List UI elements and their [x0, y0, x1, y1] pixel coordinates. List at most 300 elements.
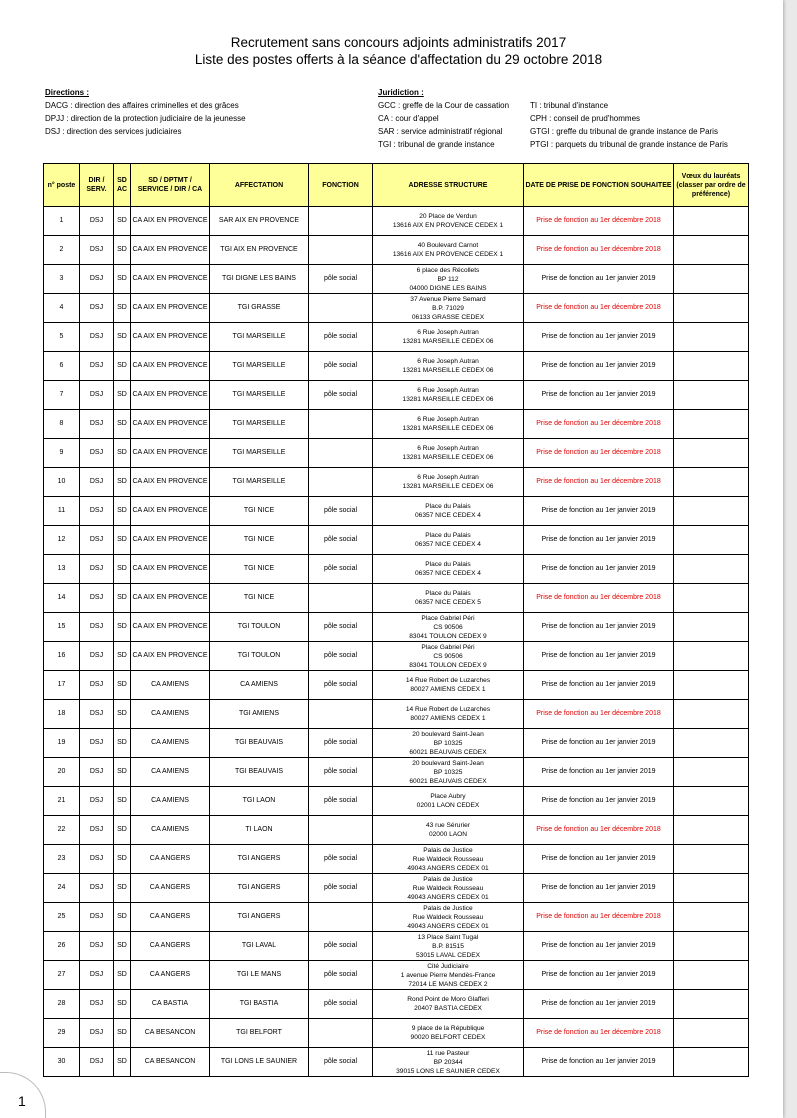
address-line: 49043 ANGERS CEDEX 01: [407, 893, 489, 901]
table-row: [44, 526, 749, 555]
cell-voeux: [674, 352, 749, 381]
header-voeux: Vœux du lauréats (classer par ordre de préférence): [674, 164, 749, 207]
cell-sd: SD: [114, 990, 131, 1019]
cell-dir: DSJ: [80, 439, 114, 468]
cell-date: Prise de fonction au 1er janvier 2019: [524, 671, 674, 700]
cell-voeux: [674, 729, 749, 758]
address-line: 60021 BEAUVAIS CEDEX: [409, 748, 487, 756]
cell-sd: SD: [114, 381, 131, 410]
address-line: 13281 MARSEILLE CEDEX 06: [402, 454, 494, 461]
directions-legend: [45, 86, 246, 138]
address-line: 6 Rue Joseph Autran: [417, 416, 479, 423]
table-row: [44, 381, 749, 410]
cell-adresse: [373, 1019, 524, 1048]
cell-fonction: pôle social: [309, 555, 373, 584]
cell-affectation: TGI BASTIA: [210, 990, 309, 1019]
cell-fonction: [309, 700, 373, 729]
cell-num: 26: [44, 932, 80, 961]
cell-sd: SD: [114, 439, 131, 468]
cell-affectation: TGI LAON: [210, 787, 309, 816]
address-line: 20 boulevard Saint-Jean: [412, 759, 484, 767]
cell-affectation: TGI MARSEILLE: [210, 323, 309, 352]
cell-num: 29: [44, 1019, 80, 1048]
cell-voeux: [674, 468, 749, 497]
cell-sd: SD: [114, 642, 131, 671]
address-line: 49043 ANGERS CEDEX 01: [407, 922, 489, 930]
cell-sdd: CA AMIENS: [131, 671, 210, 700]
cell-date: Prise de fonction au 1er décembre 2018: [524, 410, 674, 439]
cell-affectation: TGI LAVAL: [210, 932, 309, 961]
cell-num: 22: [44, 816, 80, 845]
address-line: 80027 AMIENS CEDEX 1: [410, 715, 486, 722]
address-line: CS 90506: [433, 652, 463, 660]
table-row: [44, 265, 749, 294]
address-line: 1 avenue Pierre Mendès-France: [400, 971, 496, 979]
cell-adresse: [373, 381, 524, 410]
legend-item: SAR : service administratif régional: [378, 127, 503, 136]
cell-date: Prise de fonction au 1er janvier 2019: [524, 874, 674, 903]
cell-voeux: [674, 874, 749, 903]
legend-item: TI : tribunal d'instance: [530, 101, 609, 110]
directions-heading: Directions :: [45, 88, 90, 97]
cell-dir: DSJ: [80, 874, 114, 903]
cell-fonction: pôle social: [309, 729, 373, 758]
address-line: 20 boulevard Saint-Jean: [412, 730, 484, 738]
address-line: Place du Palais: [425, 590, 471, 597]
table-row: [44, 1048, 749, 1077]
cell-sd: SD: [114, 758, 131, 787]
legend-item: TGI : tribunal de grande instance: [378, 140, 495, 149]
address-line: 6 Rue Joseph Autran: [417, 329, 479, 336]
cell-num: 19: [44, 729, 80, 758]
address-line: 02000 LAON: [428, 831, 468, 838]
cell-adresse: [373, 352, 524, 381]
cell-affectation: TGI MARSEILLE: [210, 381, 309, 410]
cell-fonction: pôle social: [309, 1048, 373, 1077]
cell-fonction: [309, 439, 373, 468]
address-line: 6 Rue Joseph Autran: [417, 387, 479, 394]
cell-sd: SD: [114, 294, 131, 323]
address-line: 6 Rue Joseph Autran: [417, 445, 479, 452]
cell-affectation: TGI TOULON: [210, 613, 309, 642]
cell-num: 1: [44, 207, 80, 236]
cell-voeux: [674, 555, 749, 584]
cell-voeux: [674, 294, 749, 323]
cell-fonction: pôle social: [309, 990, 373, 1019]
table-row: [44, 700, 749, 729]
address-line: 13281 MARSEILLE CEDEX 06: [402, 367, 494, 374]
cell-date: Prise de fonction au 1er janvier 2019: [524, 1048, 674, 1077]
cell-num: 12: [44, 526, 80, 555]
cell-dir: DSJ: [80, 729, 114, 758]
cell-num: 14: [44, 584, 80, 613]
address-line: 83041 TOULON CEDEX 9: [409, 661, 487, 669]
cell-voeux: [674, 381, 749, 410]
cell-date: Prise de fonction au 1er décembre 2018: [524, 1019, 674, 1048]
cell-sd: SD: [114, 584, 131, 613]
cell-date: Prise de fonction au 1er décembre 2018: [524, 207, 674, 236]
address-line: 6 place des Récollets: [416, 266, 480, 274]
address-line: Place du Palais: [425, 532, 471, 539]
cell-dir: DSJ: [80, 207, 114, 236]
cell-sd: SD: [114, 932, 131, 961]
address-line: 43 rue Sérurier: [426, 822, 470, 829]
address-line: 13281 MARSEILLE CEDEX 06: [402, 338, 494, 345]
cell-voeux: [674, 671, 749, 700]
address-line: Palais de Justice: [423, 846, 473, 854]
cell-sd: SD: [114, 555, 131, 584]
cell-adresse: [373, 613, 524, 642]
cell-date: Prise de fonction au 1er décembre 2018: [524, 439, 674, 468]
table-row: [44, 613, 749, 642]
table-row: [44, 961, 749, 990]
cell-sd: SD: [114, 787, 131, 816]
cell-dir: DSJ: [80, 1019, 114, 1048]
address-line: 14 Rue Robert de Luzarches: [405, 706, 491, 713]
cell-sd: SD: [114, 700, 131, 729]
table-row: [44, 874, 749, 903]
cell-dir: DSJ: [80, 816, 114, 845]
cell-date: Prise de fonction au 1er janvier 2019: [524, 613, 674, 642]
cell-fonction: [309, 236, 373, 265]
cell-adresse: [373, 236, 524, 265]
cell-fonction: pôle social: [309, 497, 373, 526]
address-line: BP 112: [437, 275, 459, 283]
cell-fonction: [309, 816, 373, 845]
cell-sdd: CA ANGERS: [131, 874, 210, 903]
cell-sdd: CA AMIENS: [131, 700, 210, 729]
cell-fonction: pôle social: [309, 845, 373, 874]
table-row: [44, 816, 749, 845]
header-date: DATE DE PRISE DE FONCTION SOUHAITEE: [524, 164, 674, 207]
cell-dir: DSJ: [80, 903, 114, 932]
cell-date: Prise de fonction au 1er janvier 2019: [524, 729, 674, 758]
cell-date: Prise de fonction au 1er janvier 2019: [524, 352, 674, 381]
legend-item: GTGI : greffe du tribunal de grande instance de Paris: [530, 127, 718, 136]
cell-affectation: TGI TOULON: [210, 642, 309, 671]
table-row: [44, 1019, 749, 1048]
address-line: Place Gabriel Péri: [421, 614, 475, 622]
cell-sdd: CA AIX EN PROVENCE: [131, 468, 210, 497]
cell-affectation: TGI BEAUVAIS: [210, 758, 309, 787]
cell-adresse: [373, 497, 524, 526]
cell-voeux: [674, 236, 749, 265]
cell-fonction: pôle social: [309, 613, 373, 642]
cell-sd: SD: [114, 323, 131, 352]
cell-fonction: [309, 1019, 373, 1048]
cell-fonction: pôle social: [309, 381, 373, 410]
cell-fonction: [309, 584, 373, 613]
cell-num: 20: [44, 758, 80, 787]
header-affectation: AFFECTATION: [210, 164, 309, 207]
cell-sd: SD: [114, 352, 131, 381]
cell-adresse: [373, 874, 524, 903]
cell-sdd: CA AIX EN PROVENCE: [131, 236, 210, 265]
cell-fonction: pôle social: [309, 671, 373, 700]
cell-dir: DSJ: [80, 294, 114, 323]
cell-sdd: CA AIX EN PROVENCE: [131, 323, 210, 352]
cell-num: 18: [44, 700, 80, 729]
cell-affectation: TGI LONS LE SAUNIER: [210, 1048, 309, 1077]
cell-dir: DSJ: [80, 932, 114, 961]
cell-adresse: [373, 758, 524, 787]
cell-dir: DSJ: [80, 526, 114, 555]
cell-sdd: CA BESANCON: [131, 1048, 210, 1077]
cell-num: 17: [44, 671, 80, 700]
cell-date: Prise de fonction au 1er janvier 2019: [524, 526, 674, 555]
legend-item: DPJJ : direction de la protection judiciaire de la jeunesse: [45, 114, 246, 123]
cell-voeux: [674, 265, 749, 294]
cell-fonction: [309, 294, 373, 323]
cell-adresse: [373, 729, 524, 758]
address-line: 9 place de la République: [411, 1025, 485, 1032]
cell-voeux: [674, 816, 749, 845]
cell-num: 24: [44, 874, 80, 903]
address-line: 60021 BEAUVAIS CEDEX: [409, 777, 487, 785]
cell-num: 4: [44, 294, 80, 323]
cell-fonction: pôle social: [309, 961, 373, 990]
cell-sd: SD: [114, 236, 131, 265]
table-row: [44, 352, 749, 381]
cell-sdd: CA AMIENS: [131, 758, 210, 787]
cell-affectation: TGI NICE: [210, 555, 309, 584]
address-line: 6 Rue Joseph Autran: [417, 358, 479, 365]
cell-dir: DSJ: [80, 671, 114, 700]
cell-adresse: [373, 961, 524, 990]
cell-num: 23: [44, 845, 80, 874]
cell-sd: SD: [114, 526, 131, 555]
cell-date: Prise de fonction au 1er décembre 2018: [524, 700, 674, 729]
cell-sdd: CA AIX EN PROVENCE: [131, 555, 210, 584]
cell-sdd: CA AIX EN PROVENCE: [131, 265, 210, 294]
table-row: [44, 410, 749, 439]
header-adresse: ADRESSE STRUCTURE: [373, 164, 524, 207]
header-sdd: SD / DPTMT / SERVICE / DIR / CA: [131, 164, 210, 207]
cell-dir: DSJ: [80, 642, 114, 671]
cell-sd: SD: [114, 903, 131, 932]
cell-voeux: [674, 758, 749, 787]
header-num: n° poste: [44, 164, 80, 207]
cell-affectation: TGI MARSEILLE: [210, 352, 309, 381]
cell-dir: DSJ: [80, 961, 114, 990]
cell-sd: SD: [114, 816, 131, 845]
cell-sdd: CA AIX EN PROVENCE: [131, 294, 210, 323]
address-line: 11 rue Pasteur: [426, 1049, 470, 1057]
cell-fonction: pôle social: [309, 787, 373, 816]
cell-dir: DSJ: [80, 787, 114, 816]
cell-affectation: TGI MARSEILLE: [210, 439, 309, 468]
legend-item: CA : cour d'appel: [378, 114, 439, 123]
cell-num: 25: [44, 903, 80, 932]
address-line: 6 Rue Joseph Autran: [417, 474, 479, 481]
cell-adresse: [373, 468, 524, 497]
address-line: Place Aubry: [430, 793, 466, 800]
cell-date: Prise de fonction au 1er décembre 2018: [524, 236, 674, 265]
cell-voeux: [674, 439, 749, 468]
table-row: [44, 323, 749, 352]
cell-voeux: [674, 787, 749, 816]
cell-sd: SD: [114, 1048, 131, 1077]
address-line: BP 10325: [433, 768, 463, 776]
address-line: BP 10325: [433, 739, 463, 747]
cell-adresse: [373, 555, 524, 584]
cell-fonction: pôle social: [309, 642, 373, 671]
address-line: 14 Rue Robert de Luzarches: [405, 677, 491, 684]
address-line: 13281 MARSEILLE CEDEX 06: [402, 396, 494, 403]
address-line: 13616 AIX EN PROVENCE CEDEX 1: [392, 251, 504, 258]
address-line: Rue Waldeck Rousseau: [412, 855, 484, 863]
cell-dir: DSJ: [80, 497, 114, 526]
cell-voeux: [674, 932, 749, 961]
address-line: 20 Place de Verdun: [419, 213, 477, 220]
table-row: [44, 758, 749, 787]
address-line: 13 Place Saint Tugal: [417, 933, 479, 941]
cell-dir: DSJ: [80, 323, 114, 352]
cell-voeux: [674, 845, 749, 874]
address-line: 53015 LAVAL CEDEX: [415, 951, 481, 959]
cell-adresse: [373, 526, 524, 555]
cell-num: 6: [44, 352, 80, 381]
address-line: Place Gabriel Péri: [421, 643, 475, 651]
cell-num: 15: [44, 613, 80, 642]
juridiction-legend: [378, 86, 509, 151]
cell-date: Prise de fonction au 1er décembre 2018: [524, 816, 674, 845]
cell-sd: SD: [114, 497, 131, 526]
cell-dir: DSJ: [80, 1048, 114, 1077]
address-line: Place du Palais: [425, 503, 471, 510]
cell-dir: DSJ: [80, 381, 114, 410]
cell-sd: SD: [114, 613, 131, 642]
cell-dir: DSJ: [80, 410, 114, 439]
cell-sdd: CA AMIENS: [131, 729, 210, 758]
cell-voeux: [674, 584, 749, 613]
cell-num: 21: [44, 787, 80, 816]
address-line: Palais de Justice: [423, 875, 473, 883]
cell-fonction: pôle social: [309, 874, 373, 903]
cell-fonction: [309, 410, 373, 439]
cell-date: Prise de fonction au 1er janvier 2019: [524, 497, 674, 526]
header-dir: DIR / SERV.: [80, 164, 114, 207]
cell-sdd: CA BESANCON: [131, 1019, 210, 1048]
table-row: [44, 555, 749, 584]
cell-voeux: [674, 1019, 749, 1048]
cell-num: 7: [44, 381, 80, 410]
table-row: [44, 671, 749, 700]
cell-fonction: pôle social: [309, 352, 373, 381]
cell-sd: SD: [114, 265, 131, 294]
cell-num: 30: [44, 1048, 80, 1077]
legend-item: DSJ : direction des services judiciaires: [45, 127, 182, 136]
cell-sdd: CA AIX EN PROVENCE: [131, 642, 210, 671]
cell-date: Prise de fonction au 1er janvier 2019: [524, 642, 674, 671]
cell-affectation: TGI DIGNE LES BAINS: [210, 265, 309, 294]
cell-adresse: [373, 323, 524, 352]
cell-date: Prise de fonction au 1er janvier 2019: [524, 555, 674, 584]
address-line: 39015 LONS LE SAUNIER CEDEX: [396, 1067, 500, 1075]
address-line: 83041 TOULON CEDEX 9: [409, 632, 487, 640]
cell-sdd: CA AIX EN PROVENCE: [131, 613, 210, 642]
page-corner-label: 1: [18, 1093, 26, 1109]
table-row: [44, 729, 749, 758]
cell-fonction: [309, 468, 373, 497]
cell-voeux: [674, 497, 749, 526]
cell-adresse: [373, 990, 524, 1019]
cell-affectation: TGI NICE: [210, 526, 309, 555]
address-line: CS 90506: [433, 623, 463, 631]
cell-dir: DSJ: [80, 845, 114, 874]
address-line: 49043 ANGERS CEDEX 01: [407, 864, 489, 872]
address-line: 37 Avenue Pierre Semard: [410, 295, 486, 303]
cell-adresse: [373, 787, 524, 816]
cell-affectation: SAR AIX EN PROVENCE: [210, 207, 309, 236]
cell-num: 8: [44, 410, 80, 439]
cell-fonction: pôle social: [309, 526, 373, 555]
cell-date: Prise de fonction au 1er janvier 2019: [524, 323, 674, 352]
cell-voeux: [674, 903, 749, 932]
cell-date: Prise de fonction au 1er décembre 2018: [524, 294, 674, 323]
address-line: 06357 NICE CEDEX 5: [415, 599, 481, 606]
cell-date: Prise de fonction au 1er décembre 2018: [524, 903, 674, 932]
juridiction-heading: Juridiction :: [378, 88, 424, 97]
cell-adresse: [373, 207, 524, 236]
cell-affectation: TGI LE MANS: [210, 961, 309, 990]
cell-fonction: [309, 207, 373, 236]
cell-num: 10: [44, 468, 80, 497]
table-row: [44, 468, 749, 497]
cell-num: 5: [44, 323, 80, 352]
cell-affectation: TGI ANGERS: [210, 903, 309, 932]
cell-voeux: [674, 700, 749, 729]
cell-date: Prise de fonction au 1er janvier 2019: [524, 265, 674, 294]
cell-sd: SD: [114, 729, 131, 758]
cell-dir: DSJ: [80, 758, 114, 787]
address-line: 90020 BELFORT CEDEX: [410, 1034, 486, 1041]
address-line: Place du Palais: [425, 561, 471, 568]
address-line: Rond Point de Moro Glafferi: [407, 996, 489, 1003]
address-line: B.P. 71029: [432, 304, 464, 312]
table-row: [44, 236, 749, 265]
table-row: [44, 294, 749, 323]
cell-sd: SD: [114, 410, 131, 439]
address-line: 02001 LAON CEDEX: [416, 802, 480, 809]
table-row: [44, 207, 749, 236]
cell-date: Prise de fonction au 1er janvier 2019: [524, 932, 674, 961]
cell-sdd: CA AMIENS: [131, 787, 210, 816]
cell-voeux: [674, 323, 749, 352]
cell-sd: SD: [114, 874, 131, 903]
cell-fonction: [309, 903, 373, 932]
cell-date: Prise de fonction au 1er janvier 2019: [524, 845, 674, 874]
cell-fonction: pôle social: [309, 323, 373, 352]
cell-sd: SD: [114, 1019, 131, 1048]
address-line: B.P. 81515: [432, 942, 464, 950]
cell-affectation: TGI NICE: [210, 497, 309, 526]
address-line: 06357 NICE CEDEX 4: [415, 570, 481, 577]
cell-affectation: TGI BEAUVAIS: [210, 729, 309, 758]
cell-adresse: [373, 642, 524, 671]
cell-dir: DSJ: [80, 555, 114, 584]
cell-dir: DSJ: [80, 990, 114, 1019]
legend-item: GCC : greffe de la Cour de cassation: [378, 101, 510, 110]
address-line: Rue Waldeck Rousseau: [412, 913, 484, 921]
cell-voeux: [674, 990, 749, 1019]
address-line: 80027 AMIENS CEDEX 1: [410, 686, 486, 693]
address-line: 06357 NICE CEDEX 4: [415, 541, 481, 548]
cell-dir: DSJ: [80, 584, 114, 613]
table-header-row: [44, 164, 749, 207]
cell-adresse: [373, 671, 524, 700]
cell-date: Prise de fonction au 1er janvier 2019: [524, 758, 674, 787]
